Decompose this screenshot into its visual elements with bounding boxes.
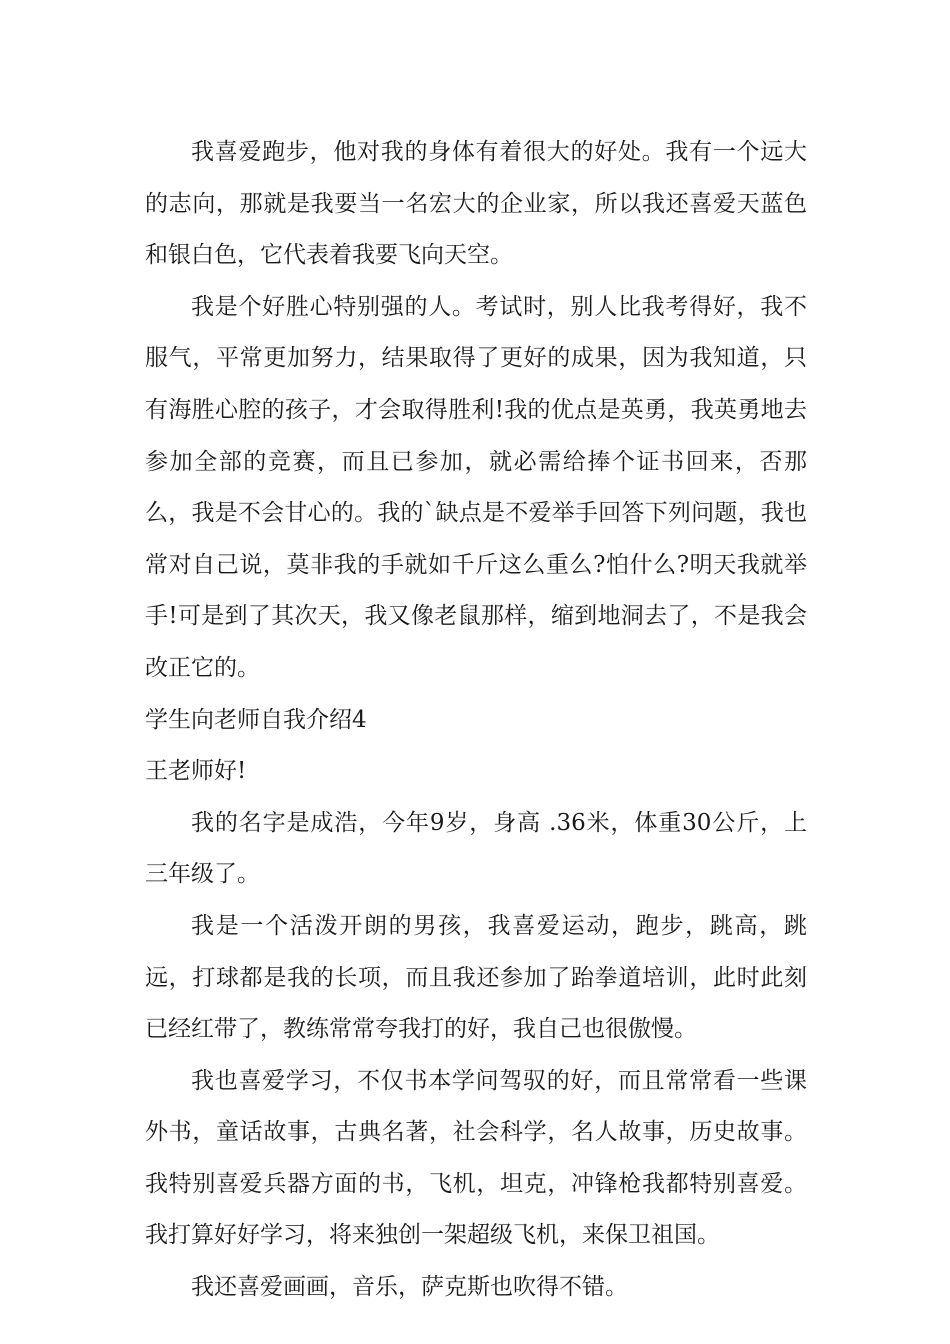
greeting: 王老师好!	[145, 758, 247, 785]
document-body	[145, 127, 807, 1314]
paragraph-study: 我也喜爱学习，不仅书本学问驾驭的好，而且常常看一些课外书，童话故事，古典名著，社会科学，名人故事，历史故事。我特别喜爱兵器方面的书，飞机，坦克，冲锋枪我都特别喜爱。我打算好好学习，将来独创一架超级飞机，来保卫祖国。	[145, 1067, 807, 1249]
paragraph-sports: 我是一个活泼开朗的男孩，我喜爱运动，跑步，跳高，跳远，打球都是我的长项，而且我还参加了跆拳道培训，此时此刻已经红带了，教练常常夸我打的好，我自己也很傲慢。	[145, 912, 807, 1043]
paragraph-competitive-personality: 我是个好胜心特别强的人。考试时，别人比我考得好，我不服气，平常更加努力，结果取得了更好的成果，因为我知道，只有海胜心腔的孩子，才会取得胜利!我的优点是英勇，我英勇地去参加全部的竞赛，而且已参加，就必需给捧个证书回来，否那么，我是不会甘心的。我的`缺点是不爱举手回答下列问题，我也常对自己说，莫非我的手就如千斤这么重么?怕什么?明天我就举手!可是到了其次天，我又像老鼠那样，缩到地洞去了，不是我会改正它的。	[145, 293, 807, 681]
paragraph-introduction: 我的名字是成浩，今年9岁，身高 .36米，体重30公斤，上三年级了。	[145, 809, 807, 888]
section-title: 学生向老师自我介绍4	[145, 706, 367, 733]
paragraph-running-hobby: 我喜爱跑步，他对我的身体有着很大的好处。我有一个远大的志向，那就是我要当一名宏大的企业家，所以我还喜爱天蓝色和银白色，它代表着我要飞向天空。	[145, 139, 807, 269]
paragraph-art-music: 我还喜爱画画，音乐，萨克斯也吹得不错。	[191, 1274, 628, 1301]
